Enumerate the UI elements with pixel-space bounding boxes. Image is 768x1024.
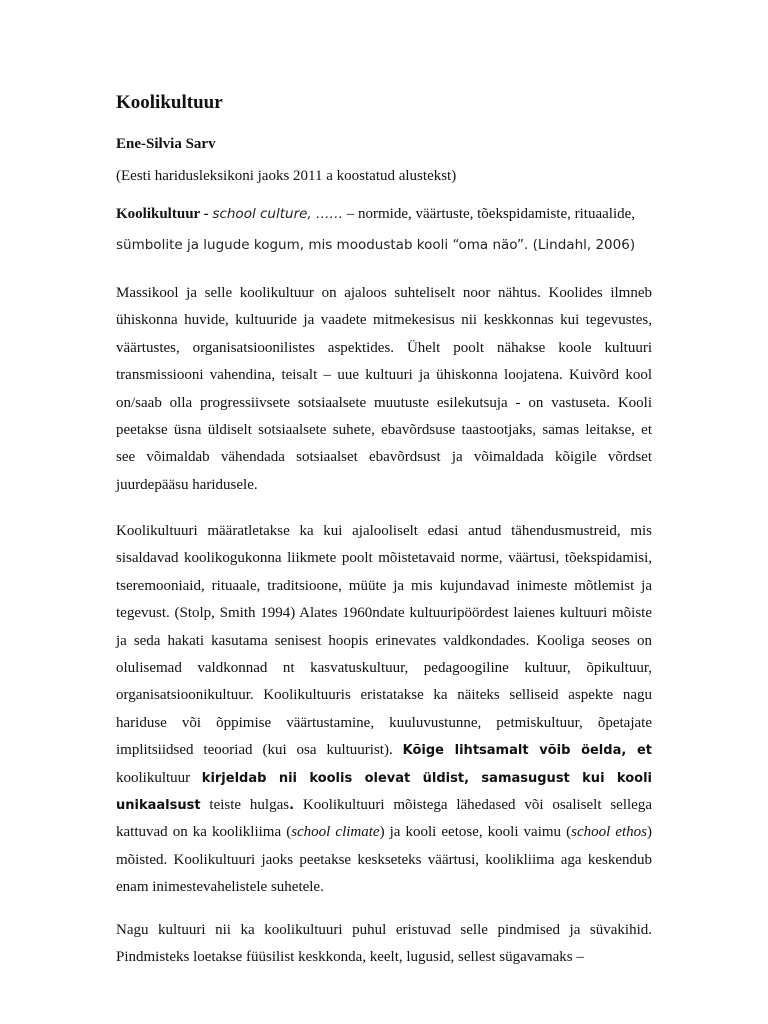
- definition-term: Koolikultuur -: [116, 206, 209, 222]
- definition-text-a: – normide, väärtuste, tõekspidamiste, rituaalide,: [343, 206, 636, 222]
- author-name: Ene-Silvia Sarv: [116, 136, 216, 152]
- p2-italic-school-ethos: school ethos: [571, 824, 647, 841]
- source-note: (Eesti haridusleksikoni jaoks 2011 a koostatud alustekst): [116, 168, 457, 184]
- p2-part4: ) mõisted. Koolikultuuri jaoks peetakse keskseteks väärtusi, koolikliima aga keskendub enam inimestevahelistele suhetele.: [116, 824, 652, 896]
- p2-part3: ) ja kooli eetose, kooli vaimu (: [379, 824, 572, 841]
- paragraph-1: Massikool ja selle koolikultuur on ajaloos suhteliselt noor nähtus. Koolides ilmneb ühiskonna huvide, kultuuride ja vaadete mitmekesisus nii keskkonnas kui tegevustes, väärtustes, organisatsioonilistes aspektides. Ühelt poolt nähakse koole kultuuri transmissiooni vahendina, teisalt – uue kultuuri ja ühiskonna loojatena. Kuivõrd kool on/saab olla progressiivsete sotsiaalsete muutuste esilekutsuja - on vastuseta. Kooli peetakse üsna üldiselt sotsiaalsete suhete, ebavõrdsuse taastootjaks, samas leitakse, et see võimaldab vähendada sotsiaalset ebavõrdsust ja võimaldada kõigile võrdset juurdepääsu haridusele.: [116, 285, 652, 493]
- p2-part1: Koolikultuuri määratletakse ka kui ajalooliselt edasi antud tähendusmustreid, mis sisaldavad koolikogukonna liikmete poolt mõistetavaid norme, väärtusi, tõekspidamisi, tseremooniaid, rituaale, traditsioone, müüte ja mis kujundavad inimeste mõtlemist ja tegevust. (Stolp, Smith 1994) Alates 1960ndate kultuuripöördest laienes kultuuri mõiste ja seda hakati kasutama senisest hoopis erinevates valdkondades. Kooliga seoses on olulisemad valdkonnad nt kasvatuskultuur, pedagoogiline kultuur, õpikultuur, organisatsioonikultuur. Koolikultuuris eristatakse ka näiteks selliseid aspekte nagu hariduse või õppimise väärtustamine, kuuluvustunne, petmiskultuur, õpetajate implitsiidsed teooriad (kui osa kultuurist).: [116, 523, 652, 759]
- p2-mid1: koolikultuur: [116, 769, 202, 786]
- p2-bold1: Kõige lihtsamalt võib öelda, et: [402, 743, 652, 759]
- document-title: Koolikultuur: [116, 92, 223, 113]
- p2-mid2: teiste hulgas: [200, 797, 290, 814]
- paragraph-3: Nagu kultuuri nii ka koolikultuuri puhul eristuvad selle pindmised ja süvakihid. Pindmisteks loetakse füüsilist keskkonda, keelt, lugusid, sellest sügavamaks –: [116, 922, 652, 966]
- definition-citation: (Lindahl, 2006): [528, 237, 636, 253]
- paragraph-2: [116, 518, 652, 902]
- p2-bold2: kirjeldab nii koolis olevat üldist, samasugust kui kooli unikaalsust: [116, 770, 652, 814]
- definition-paragraph: [116, 199, 652, 261]
- p2-dot: .: [289, 798, 295, 814]
- p2-italic-school-climate: school climate: [291, 824, 380, 841]
- definition-text-b: sümbolite ja lugude kogum, mis moodustab kooli “oma näo”.: [116, 237, 529, 253]
- p2-part2: Koolikultuuri mõistega lähedased või osaliselt sellega kattuvad on ka koolikliima (: [116, 797, 652, 841]
- definition-english: school culture, ……: [212, 206, 344, 222]
